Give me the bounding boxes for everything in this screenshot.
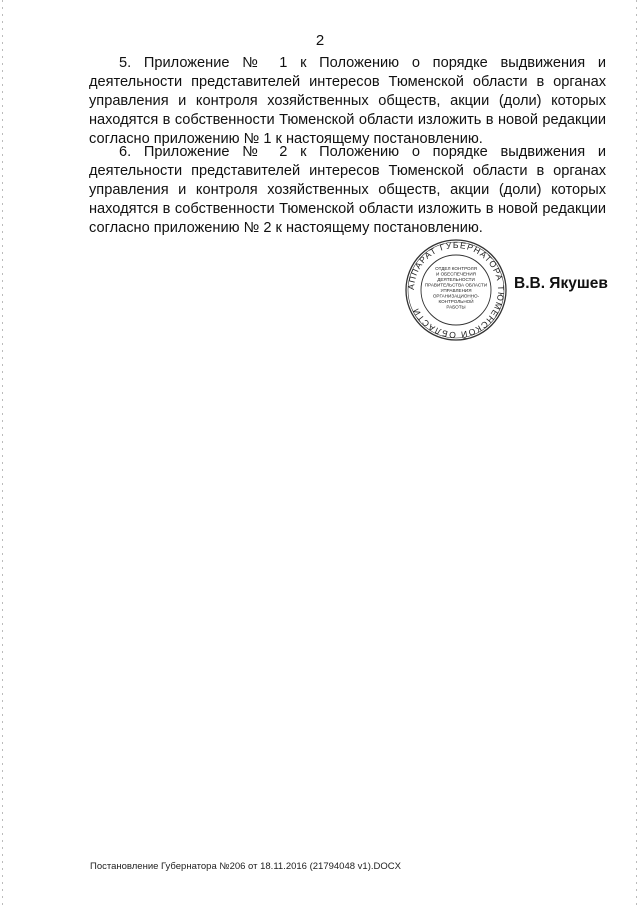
stamp-center-line: И ОБЕСПЕЧЕНИЯ (436, 271, 476, 277)
scan-edge-left (2, 0, 3, 905)
stamp-ring-text: АППАРАТ ГУБЕРНАТОРА ТЮМЕНСКОЙ ОБЛАСТИ (405, 239, 507, 341)
paragraph-6: 6. Приложение № 2 к Положению о порядке выдвижения и деятельности представителей интересов Тюменской области в органах управления и контроля хозяйственных обществ, акции (доли) которых находятся в собственности Тюменской области изложить в новой редакции согласно приложению № 2 к настоящему постановлению. (89, 144, 606, 236)
stamp-center-line: ОТДЕЛ КОНТРОЛЯ (435, 266, 477, 271)
official-seal-stamp (404, 238, 508, 342)
scan-edge-right (636, 0, 637, 905)
stamp-center-line: ДЕЯТЕЛЬНОСТИ (437, 277, 475, 282)
stamp-center-line: ПРАВИТЕЛЬСТВА ОБЛАСТИ (424, 282, 488, 288)
stamp-center-line: РАБОТЫ (446, 304, 466, 310)
document-footer: Постановление Губернатора №206 от 18.11.2016 (21794048 v1).DOCX (90, 861, 401, 872)
stamp-center-line: ОРГАНИЗАЦИОННО- (432, 293, 480, 299)
signer-name: В.В. Якушев (514, 275, 608, 292)
stamp-center-line: УПРАВЛЕНИЯ (440, 288, 472, 293)
paragraph-5: 5. Приложение № 1 к Положению о порядке выдвижения и деятельности представителей интересов Тюменской области в органах управления и контроля хозяйственных обществ, акции (доли) которых находятся в собственности Тюменской области изложить в новой редакции согласно приложению № 1 к настоящему постановлению. (89, 55, 606, 147)
stamp-center-line: КОНТРОЛЬНОЙ (438, 299, 474, 304)
page-number: 2 (315, 32, 325, 49)
